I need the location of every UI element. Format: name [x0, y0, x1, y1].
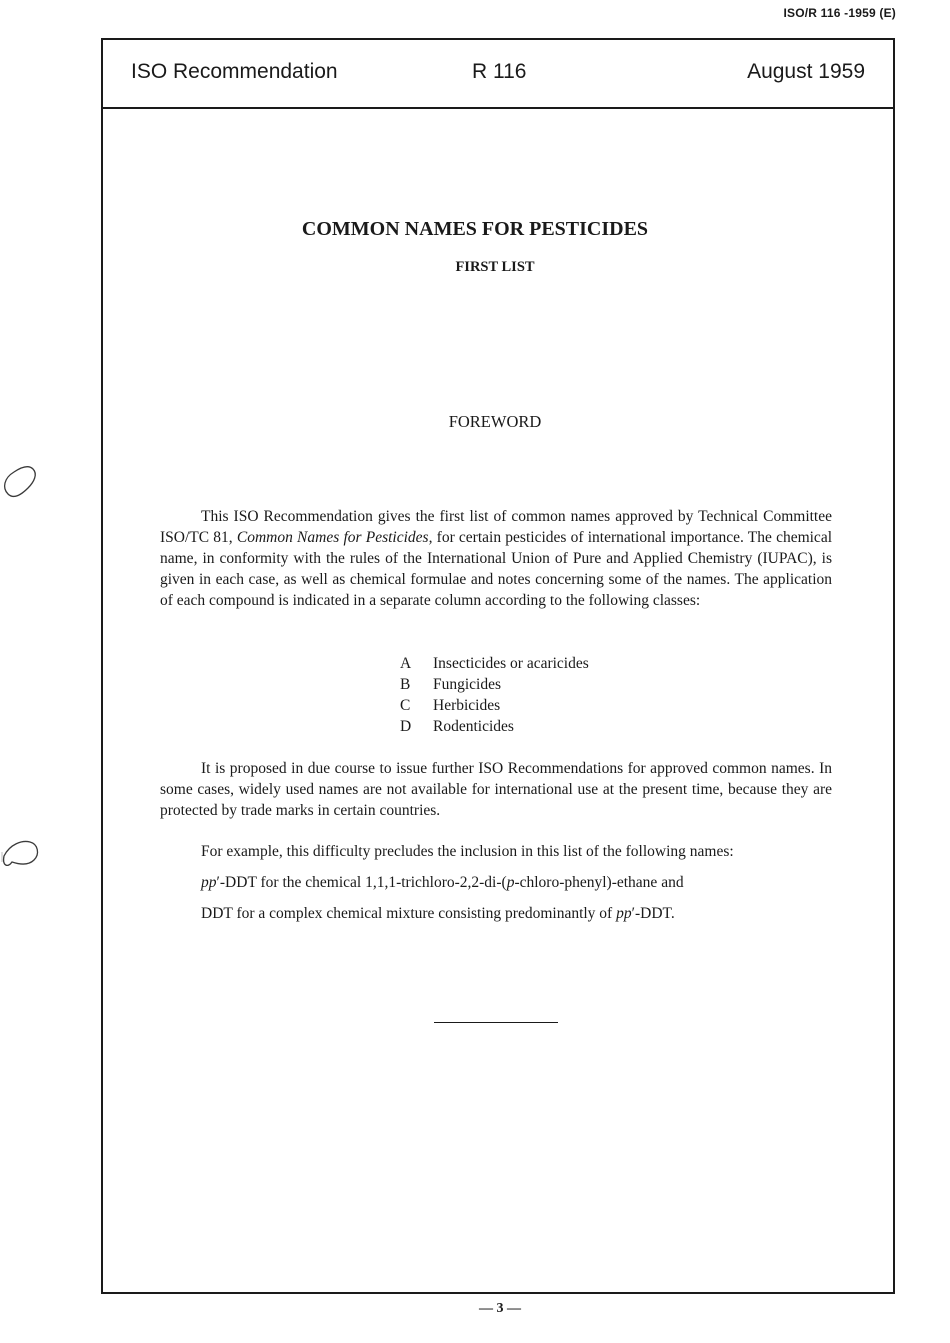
example-line-2: DDT for a complex chemical mixture consisting predominantly of pp′-DDT.	[201, 905, 675, 922]
header-bar	[103, 40, 893, 109]
foreword-paragraph-2: It is proposed in due course to issue further ISO Recommendations for approved common names. In some cases, widely used names are not available for international use at the present time, because they are protected by trade marks in certain countries.	[160, 760, 832, 819]
end-rule	[434, 1022, 558, 1023]
document-subtitle: FIRST LIST	[455, 259, 535, 275]
section-heading: FOREWORD	[448, 412, 542, 431]
page-number: — 3 —	[479, 1301, 521, 1316]
punch-hole-mark-top	[0, 460, 44, 504]
classes-list	[400, 653, 589, 737]
document-reference: ISO/R 116 -1959 (E)	[783, 6, 896, 20]
example-line-1: pp′-DDT for the chemical 1,1,1-trichloro-2,2-di-(p-chloro-phenyl)-ethane and	[201, 874, 684, 891]
class-item: A Insecticides or acaricides	[400, 655, 589, 672]
class-item: B Fungicides	[400, 676, 502, 693]
class-item: C Herbicides	[400, 697, 501, 714]
punch-hole-mark-bottom	[0, 832, 44, 876]
foreword-paragraph-1: This ISO Recommendation gives the first list of common names approved by Technical Committee ISO/TC 81, Common Names for Pesticides, for certain pesticides of international importance. The chemical name, in conformity with the rules of the International Union of Pure and Applied Chemistry (IUPAC), is given in each case, as well as chemical formulae and notes concerning some of the names. The application of each compound is indicated in a separate column according to the following classes:	[160, 508, 833, 609]
document-title: COMMON NAMES FOR PESTICIDES	[301, 218, 649, 240]
header-label: ISO Recommendation	[131, 60, 338, 83]
italic-committee-title: Common Names for Pesticides,	[236, 529, 433, 546]
example-intro: For example, this difficulty precludes the inclusion in this list of the following names:	[201, 843, 734, 860]
class-item: D Rodenticides	[400, 718, 514, 735]
recommendation-number: R 116	[472, 60, 527, 83]
publication-date: August 1959	[747, 60, 865, 83]
